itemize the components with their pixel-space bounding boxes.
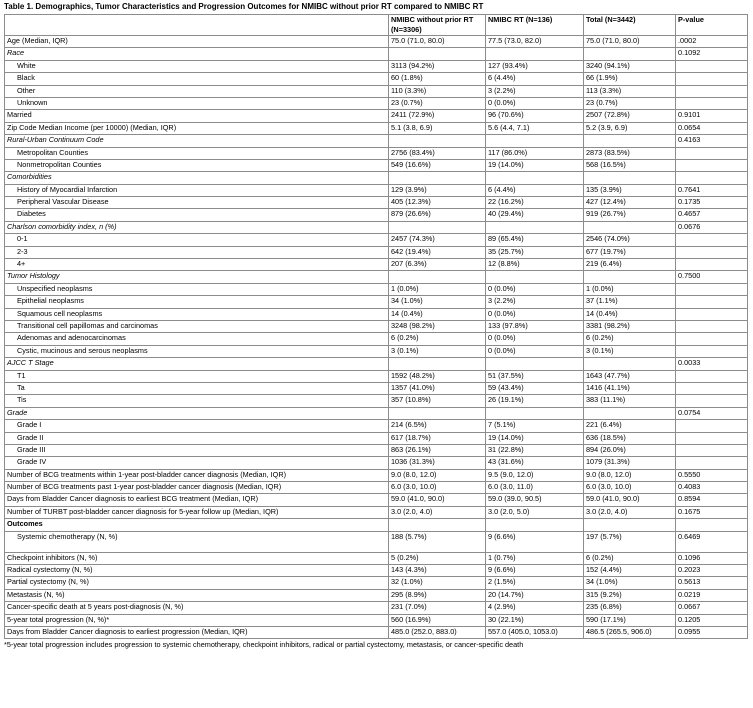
nmibc-rt-value-cell: 19 (14.0%) <box>486 432 584 444</box>
p-value-cell <box>676 382 748 394</box>
total-value-cell: 2873 (83.5%) <box>584 147 676 159</box>
nmibc-rt-value-cell: 59 (43.4%) <box>486 382 584 394</box>
table-row <box>5 358 748 370</box>
row-label-cell: Peripheral Vascular Disease <box>5 197 389 209</box>
table-row <box>5 407 748 419</box>
total-value-cell: 23 (0.7%) <box>584 97 676 109</box>
total-value-cell <box>584 519 676 531</box>
row-label-cell: Number of TURBT post-bladder cancer diagnosis for 5-year follow up (Median, IQR) <box>5 506 389 518</box>
nmibc-without-rt-value-cell: 3248 (98.2%) <box>389 320 486 332</box>
nmibc-rt-value-cell <box>486 358 584 370</box>
nmibc-rt-value-cell: 0 (0.0%) <box>486 333 584 345</box>
p-value-cell <box>676 457 748 469</box>
header-cell-p-value: P-value <box>676 15 748 36</box>
total-value-cell: 315 (9.2%) <box>584 589 676 601</box>
p-value-cell: 0.7500 <box>676 271 748 283</box>
p-value-cell: 0.0676 <box>676 221 748 233</box>
nmibc-rt-value-cell: 5.6 (4.4, 7.1) <box>486 122 584 134</box>
row-label-cell: Rural-Urban Continuum Code <box>5 135 389 147</box>
total-value-cell: 894 (26.0%) <box>584 444 676 456</box>
nmibc-without-rt-value-cell: 14 (0.4%) <box>389 308 486 320</box>
total-value-cell: 6 (0.2%) <box>584 333 676 345</box>
table-caption: Table 1. Demographics, Tumor Characteristics and Progression Outcomes for NMIBC without prior RT compared to NMIBC RT <box>4 2 484 11</box>
nmibc-rt-value-cell <box>486 407 584 419</box>
p-value-cell: 0.0033 <box>676 358 748 370</box>
nmibc-without-rt-value-cell: 60 (1.8%) <box>389 73 486 85</box>
nmibc-rt-value-cell: 3.0 (2.0, 5.0) <box>486 506 584 518</box>
row-label-cell: Race <box>5 48 389 60</box>
nmibc-without-rt-value-cell: 143 (4.3%) <box>389 565 486 577</box>
row-label-cell: Partial cystectomy (N, %) <box>5 577 389 589</box>
row-label-cell: 5-year total progression (N, %)* <box>5 614 389 626</box>
row-label-cell: History of Myocardial Infarction <box>5 184 389 196</box>
total-value-cell <box>584 358 676 370</box>
row-label-cell: Days from Bladder Cancer diagnosis to earliest progression (Median, IQR) <box>5 626 389 638</box>
table-row <box>5 48 748 60</box>
nmibc-without-rt-value-cell: 560 (16.9%) <box>389 614 486 626</box>
nmibc-without-rt-value-cell <box>389 407 486 419</box>
p-value-cell: 0.8594 <box>676 494 748 506</box>
p-value-cell: 0.1735 <box>676 197 748 209</box>
p-value-cell <box>676 159 748 171</box>
table-row <box>5 271 748 283</box>
table-row <box>5 110 748 122</box>
row-label-cell: Black <box>5 73 389 85</box>
nmibc-rt-value-cell <box>486 271 584 283</box>
row-label-cell: Grade IV <box>5 457 389 469</box>
table-row <box>5 36 748 48</box>
total-value-cell <box>584 271 676 283</box>
nmibc-without-rt-value-cell: 1357 (41.0%) <box>389 382 486 394</box>
row-label-cell: Epithelial neoplasms <box>5 296 389 308</box>
nmibc-without-rt-value-cell: 863 (26.1%) <box>389 444 486 456</box>
total-value-cell: 486.5 (265.5, 906.0) <box>584 626 676 638</box>
table-row <box>5 283 748 295</box>
table-row <box>5 469 748 481</box>
total-value-cell: 427 (12.4%) <box>584 197 676 209</box>
nmibc-without-rt-value-cell: 34 (1.0%) <box>389 296 486 308</box>
total-value-cell: 3240 (94.1%) <box>584 60 676 72</box>
nmibc-without-rt-value-cell <box>389 48 486 60</box>
total-value-cell <box>584 48 676 60</box>
total-value-cell: 59.0 (41.0, 90.0) <box>584 494 676 506</box>
total-value-cell: 383 (11.1%) <box>584 395 676 407</box>
nmibc-without-rt-value-cell: 5.1 (3.8, 6.9) <box>389 122 486 134</box>
p-value-cell: 0.7641 <box>676 184 748 196</box>
nmibc-without-rt-value-cell: 405 (12.3%) <box>389 197 486 209</box>
table-row <box>5 60 748 72</box>
total-value-cell <box>584 407 676 419</box>
total-value-cell: 37 (1.1%) <box>584 296 676 308</box>
nmibc-without-rt-value-cell: 32 (1.0%) <box>389 577 486 589</box>
nmibc-without-rt-value-cell: 6 (0.2%) <box>389 333 486 345</box>
row-label-cell: Transitional cell papillomas and carcinomas <box>5 320 389 332</box>
p-value-cell <box>676 420 748 432</box>
table-row <box>5 320 748 332</box>
table-row <box>5 602 748 614</box>
total-value-cell: 3381 (98.2%) <box>584 320 676 332</box>
total-value-cell: 590 (17.1%) <box>584 614 676 626</box>
p-value-cell <box>676 308 748 320</box>
table-row <box>5 482 748 494</box>
document <box>4 0 749 650</box>
total-value-cell: 2507 (72.8%) <box>584 110 676 122</box>
nmibc-rt-value-cell: 20 (14.7%) <box>486 589 584 601</box>
nmibc-without-rt-value-cell: 231 (7.0%) <box>389 602 486 614</box>
nmibc-without-rt-value-cell <box>389 519 486 531</box>
nmibc-without-rt-value-cell: 3 (0.1%) <box>389 345 486 357</box>
total-value-cell: 9.0 (8.0, 12.0) <box>584 469 676 481</box>
table-row <box>5 159 748 171</box>
total-value-cell: 75.0 (71.0, 80.0) <box>584 36 676 48</box>
row-label-cell: Cancer-specific death at 5 years post-diagnosis (N, %) <box>5 602 389 614</box>
table-row <box>5 122 748 134</box>
nmibc-rt-value-cell: 19 (14.0%) <box>486 159 584 171</box>
total-value-cell <box>584 135 676 147</box>
nmibc-rt-value-cell: 4 (2.9%) <box>486 602 584 614</box>
total-value-cell: 219 (6.4%) <box>584 259 676 271</box>
p-value-cell <box>676 370 748 382</box>
p-value-cell <box>676 85 748 97</box>
nmibc-without-rt-value-cell: 357 (10.8%) <box>389 395 486 407</box>
total-value-cell: 1643 (47.7%) <box>584 370 676 382</box>
p-value-cell <box>676 60 748 72</box>
table-row <box>5 577 748 589</box>
table-row <box>5 531 748 552</box>
p-value-cell <box>676 97 748 109</box>
p-value-cell: 0.4083 <box>676 482 748 494</box>
table-row <box>5 552 748 564</box>
row-label-cell: Comorbidities <box>5 172 389 184</box>
p-value-cell <box>676 320 748 332</box>
row-label-cell: 4+ <box>5 259 389 271</box>
p-value-cell: 0.9101 <box>676 110 748 122</box>
table-row <box>5 519 748 531</box>
p-value-cell: 0.0754 <box>676 407 748 419</box>
nmibc-rt-value-cell: 2 (1.5%) <box>486 577 584 589</box>
nmibc-rt-value-cell: 40 (29.4%) <box>486 209 584 221</box>
total-value-cell: 34 (1.0%) <box>584 577 676 589</box>
p-value-cell: 0.0654 <box>676 122 748 134</box>
nmibc-rt-value-cell: 7 (5.1%) <box>486 420 584 432</box>
table-row <box>5 506 748 518</box>
total-value-cell: 1416 (41.1%) <box>584 382 676 394</box>
nmibc-without-rt-value-cell: 129 (3.9%) <box>389 184 486 196</box>
row-label-cell: T1 <box>5 370 389 382</box>
header-cell-label <box>5 15 389 36</box>
nmibc-rt-value-cell: 9.5 (9.0, 12.0) <box>486 469 584 481</box>
nmibc-rt-value-cell: 77.5 (73.0, 82.0) <box>486 36 584 48</box>
table-body <box>5 36 748 639</box>
total-value-cell: 235 (6.8%) <box>584 602 676 614</box>
nmibc-without-rt-value-cell: 59.0 (41.0, 90.0) <box>389 494 486 506</box>
table-row <box>5 85 748 97</box>
table-row <box>5 382 748 394</box>
row-label-cell: Checkpoint inhibitors (N, %) <box>5 552 389 564</box>
nmibc-rt-value-cell: 0 (0.0%) <box>486 308 584 320</box>
nmibc-without-rt-value-cell <box>389 271 486 283</box>
row-label-cell: Systemic chemotherapy (N, %) <box>5 531 389 552</box>
nmibc-rt-value-cell <box>486 519 584 531</box>
table-row <box>5 345 748 357</box>
header-row <box>5 15 748 36</box>
row-label-cell: Zip Code Median Income (per 10000) (Median, IQR) <box>5 122 389 134</box>
nmibc-without-rt-value-cell <box>389 135 486 147</box>
total-value-cell: 3.0 (2.0, 4.0) <box>584 506 676 518</box>
p-value-cell <box>676 519 748 531</box>
table-row <box>5 333 748 345</box>
total-value-cell: 152 (4.4%) <box>584 565 676 577</box>
p-value-cell: 0.0955 <box>676 626 748 638</box>
nmibc-without-rt-value-cell: 5 (0.2%) <box>389 552 486 564</box>
nmibc-rt-value-cell: 89 (65.4%) <box>486 234 584 246</box>
row-label-cell: 0-1 <box>5 234 389 246</box>
table-row <box>5 432 748 444</box>
p-value-cell: 0.5613 <box>676 577 748 589</box>
p-value-cell: 0.0667 <box>676 602 748 614</box>
table-row <box>5 197 748 209</box>
total-value-cell: 66 (1.9%) <box>584 73 676 85</box>
total-value-cell: 221 (6.4%) <box>584 420 676 432</box>
total-value-cell: 6.0 (3.0, 10.0) <box>584 482 676 494</box>
table-row <box>5 234 748 246</box>
table-row <box>5 147 748 159</box>
nmibc-without-rt-value-cell <box>389 221 486 233</box>
nmibc-without-rt-value-cell: 1036 (31.3%) <box>389 457 486 469</box>
row-label-cell: Ta <box>5 382 389 394</box>
row-label-cell: Cystic, mucinous and serous neoplasms <box>5 345 389 357</box>
table-row <box>5 135 748 147</box>
nmibc-rt-value-cell: 1 (0.7%) <box>486 552 584 564</box>
row-label-cell: Grade <box>5 407 389 419</box>
table-row <box>5 221 748 233</box>
table-row <box>5 184 748 196</box>
table-row <box>5 457 748 469</box>
nmibc-rt-value-cell: 0 (0.0%) <box>486 345 584 357</box>
nmibc-rt-value-cell: 3 (2.2%) <box>486 296 584 308</box>
row-label-cell: Unspecified neoplasms <box>5 283 389 295</box>
table-row <box>5 296 748 308</box>
table-row <box>5 494 748 506</box>
nmibc-without-rt-value-cell: 3.0 (2.0, 4.0) <box>389 506 486 518</box>
p-value-cell <box>676 172 748 184</box>
p-value-cell <box>676 345 748 357</box>
p-value-cell: 0.4657 <box>676 209 748 221</box>
nmibc-without-rt-value-cell <box>389 358 486 370</box>
nmibc-rt-value-cell <box>486 172 584 184</box>
row-label-cell: Squamous cell neoplasms <box>5 308 389 320</box>
row-label-cell: Married <box>5 110 389 122</box>
nmibc-rt-value-cell: 51 (37.5%) <box>486 370 584 382</box>
nmibc-rt-value-cell <box>486 221 584 233</box>
nmibc-rt-value-cell: 96 (70.6%) <box>486 110 584 122</box>
nmibc-without-rt-value-cell: 2756 (83.4%) <box>389 147 486 159</box>
row-label-cell: Grade III <box>5 444 389 456</box>
nmibc-rt-value-cell: 0 (0.0%) <box>486 97 584 109</box>
table-row <box>5 626 748 638</box>
nmibc-rt-value-cell: 9 (6.6%) <box>486 565 584 577</box>
table-row <box>5 444 748 456</box>
table-row <box>5 614 748 626</box>
table-row <box>5 246 748 258</box>
table-row <box>5 395 748 407</box>
row-label-cell: Tumor Histology <box>5 271 389 283</box>
nmibc-without-rt-value-cell: 617 (18.7%) <box>389 432 486 444</box>
nmibc-rt-value-cell <box>486 135 584 147</box>
demographics-table <box>4 14 748 639</box>
nmibc-rt-value-cell: 12 (8.8%) <box>486 259 584 271</box>
nmibc-rt-value-cell: 127 (93.4%) <box>486 60 584 72</box>
table-row <box>5 209 748 221</box>
p-value-cell: 0.1096 <box>676 552 748 564</box>
p-value-cell: .0002 <box>676 36 748 48</box>
p-value-cell: 0.2023 <box>676 565 748 577</box>
header-cell-total: Total (N=3442) <box>584 15 676 36</box>
p-value-cell <box>676 296 748 308</box>
p-value-cell <box>676 395 748 407</box>
table-row <box>5 308 748 320</box>
row-label-cell: Outcomes <box>5 519 389 531</box>
table-row <box>5 565 748 577</box>
nmibc-without-rt-value-cell: 188 (5.7%) <box>389 531 486 552</box>
nmibc-rt-value-cell: 3 (2.2%) <box>486 85 584 97</box>
nmibc-rt-value-cell: 26 (19.1%) <box>486 395 584 407</box>
table-row <box>5 172 748 184</box>
nmibc-rt-value-cell: 22 (16.2%) <box>486 197 584 209</box>
header-cell-nmibc-without-rt: NMIBC without prior RT (N=3306) <box>389 15 486 36</box>
p-value-cell: 0.0219 <box>676 589 748 601</box>
nmibc-without-rt-value-cell: 207 (6.3%) <box>389 259 486 271</box>
total-value-cell: 6 (0.2%) <box>584 552 676 564</box>
nmibc-rt-value-cell: 30 (22.1%) <box>486 614 584 626</box>
nmibc-without-rt-value-cell: 1592 (48.2%) <box>389 370 486 382</box>
nmibc-without-rt-value-cell: 1 (0.0%) <box>389 283 486 295</box>
row-label-cell: Other <box>5 85 389 97</box>
row-label-cell: White <box>5 60 389 72</box>
p-value-cell <box>676 283 748 295</box>
p-value-cell <box>676 234 748 246</box>
nmibc-rt-value-cell: 31 (22.8%) <box>486 444 584 456</box>
nmibc-without-rt-value-cell: 6.0 (3.0, 10.0) <box>389 482 486 494</box>
table-row <box>5 589 748 601</box>
total-value-cell: 3 (0.1%) <box>584 345 676 357</box>
nmibc-without-rt-value-cell: 3113 (94.2%) <box>389 60 486 72</box>
p-value-cell <box>676 147 748 159</box>
nmibc-without-rt-value-cell <box>389 172 486 184</box>
p-value-cell <box>676 432 748 444</box>
nmibc-rt-value-cell: 557.0 (405.0, 1053.0) <box>486 626 584 638</box>
total-value-cell: 568 (16.5%) <box>584 159 676 171</box>
p-value-cell <box>676 73 748 85</box>
total-value-cell: 2546 (74.0%) <box>584 234 676 246</box>
nmibc-rt-value-cell: 35 (25.7%) <box>486 246 584 258</box>
row-label-cell: Radical cystectomy (N, %) <box>5 565 389 577</box>
total-value-cell: 636 (18.5%) <box>584 432 676 444</box>
total-value-cell: 1 (0.0%) <box>584 283 676 295</box>
nmibc-without-rt-value-cell: 9.0 (8.0, 12.0) <box>389 469 486 481</box>
total-value-cell: 919 (26.7%) <box>584 209 676 221</box>
row-label-cell: Nonmetropolitan Counties <box>5 159 389 171</box>
row-label-cell: Adenomas and adenocarcinomas <box>5 333 389 345</box>
total-value-cell <box>584 172 676 184</box>
p-value-cell: 0.1092 <box>676 48 748 60</box>
p-value-cell: 0.4163 <box>676 135 748 147</box>
nmibc-rt-value-cell <box>486 48 584 60</box>
p-value-cell <box>676 246 748 258</box>
row-label-cell: Days from Bladder Cancer diagnosis to earliest BCG treatment (Median, IQR) <box>5 494 389 506</box>
nmibc-rt-value-cell: 117 (86.0%) <box>486 147 584 159</box>
row-label-cell: Metastasis (N, %) <box>5 589 389 601</box>
table-row <box>5 420 748 432</box>
nmibc-without-rt-value-cell: 879 (26.6%) <box>389 209 486 221</box>
nmibc-without-rt-value-cell: 485.0 (252.0, 883.0) <box>389 626 486 638</box>
nmibc-without-rt-value-cell: 2411 (72.9%) <box>389 110 486 122</box>
row-label-cell: Metropolitan Counties <box>5 147 389 159</box>
total-value-cell <box>584 221 676 233</box>
row-label-cell: Tis <box>5 395 389 407</box>
nmibc-without-rt-value-cell: 75.0 (71.0, 80.0) <box>389 36 486 48</box>
nmibc-rt-value-cell: 6.0 (3.0, 11.0) <box>486 482 584 494</box>
row-label-cell: 2-3 <box>5 246 389 258</box>
total-value-cell: 14 (0.4%) <box>584 308 676 320</box>
row-label-cell: Number of BCG treatments past 1-year post-bladder cancer diagnosis (Median, IQR) <box>5 482 389 494</box>
nmibc-rt-value-cell: 9 (6.6%) <box>486 531 584 552</box>
nmibc-without-rt-value-cell: 642 (19.4%) <box>389 246 486 258</box>
nmibc-without-rt-value-cell: 23 (0.7%) <box>389 97 486 109</box>
header-cell-nmibc-rt: NMIBC RT (N=136) <box>486 15 584 36</box>
row-label-cell: Age (Median, IQR) <box>5 36 389 48</box>
p-value-cell <box>676 333 748 345</box>
p-value-cell: 0.1205 <box>676 614 748 626</box>
nmibc-rt-value-cell: 43 (31.6%) <box>486 457 584 469</box>
table-row <box>5 370 748 382</box>
p-value-cell: 0.5550 <box>676 469 748 481</box>
table-row <box>5 97 748 109</box>
nmibc-rt-value-cell: 0 (0.0%) <box>486 283 584 295</box>
total-value-cell: 135 (3.9%) <box>584 184 676 196</box>
row-label-cell: Charlson comorbidity index, n (%) <box>5 221 389 233</box>
footnote: *5-year total progression includes progression to systemic chemotherapy, checkpoint inhibitors, radical or partial cystectomy, metastasis, or cancer-specific death <box>4 640 524 650</box>
total-value-cell: 1079 (31.3%) <box>584 457 676 469</box>
nmibc-rt-value-cell: 6 (4.4%) <box>486 184 584 196</box>
row-label-cell: Number of BCG treatments within 1-year post-bladder cancer diagnosis (Median, IQR) <box>5 469 389 481</box>
nmibc-without-rt-value-cell: 214 (6.5%) <box>389 420 486 432</box>
nmibc-without-rt-value-cell: 295 (8.9%) <box>389 589 486 601</box>
row-label-cell: Unknown <box>5 97 389 109</box>
row-label-cell: Grade II <box>5 432 389 444</box>
nmibc-rt-value-cell: 59.0 (39.0, 90.5) <box>486 494 584 506</box>
row-label-cell: Diabetes <box>5 209 389 221</box>
nmibc-without-rt-value-cell: 549 (16.6%) <box>389 159 486 171</box>
nmibc-without-rt-value-cell: 110 (3.3%) <box>389 85 486 97</box>
nmibc-rt-value-cell: 6 (4.4%) <box>486 73 584 85</box>
nmibc-rt-value-cell: 133 (97.8%) <box>486 320 584 332</box>
total-value-cell: 113 (3.3%) <box>584 85 676 97</box>
table-row <box>5 259 748 271</box>
p-value-cell: 0.1675 <box>676 506 748 518</box>
p-value-cell: 0.6469 <box>676 531 748 552</box>
p-value-cell <box>676 444 748 456</box>
p-value-cell <box>676 259 748 271</box>
nmibc-without-rt-value-cell: 2457 (74.3%) <box>389 234 486 246</box>
total-value-cell: 197 (5.7%) <box>584 531 676 552</box>
table-row <box>5 73 748 85</box>
total-value-cell: 677 (19.7%) <box>584 246 676 258</box>
row-label-cell: AJCC T Stage <box>5 358 389 370</box>
row-label-cell: Grade I <box>5 420 389 432</box>
total-value-cell: 5.2 (3.9, 6.9) <box>584 122 676 134</box>
